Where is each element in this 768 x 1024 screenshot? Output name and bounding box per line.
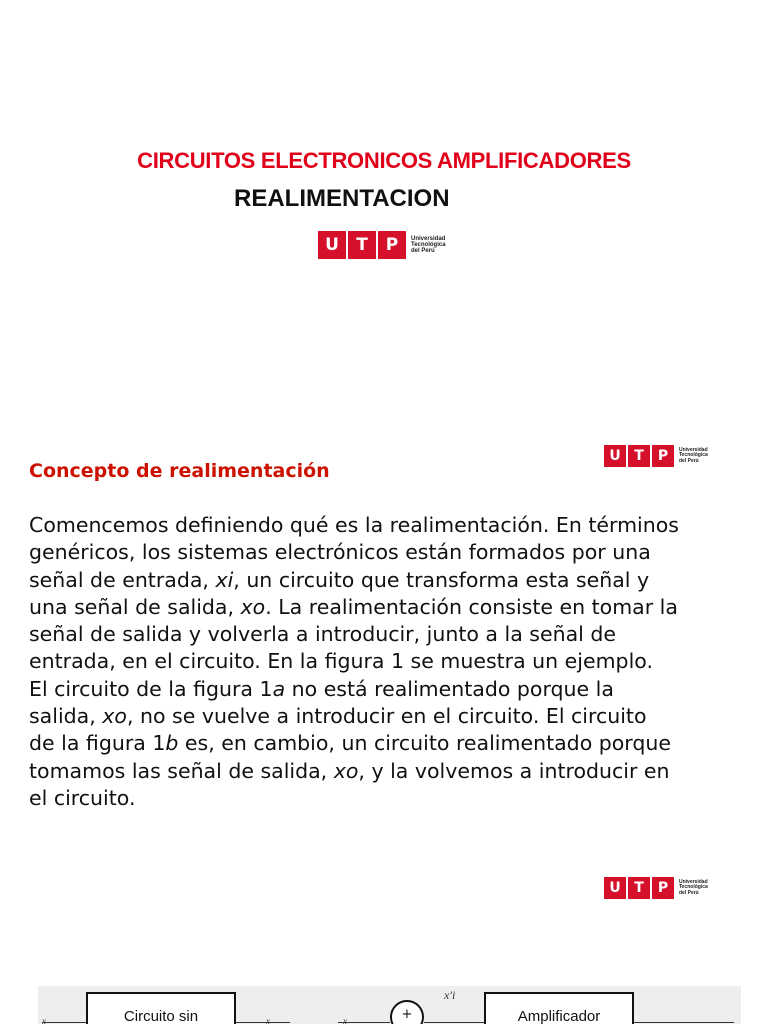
slide-title: CIRCUITOS ELECTRONICOS AMPLIFICADORES	[137, 148, 631, 173]
italic-variable: xi	[215, 567, 234, 592]
utp-logo-letter: P	[652, 877, 674, 899]
italic-variable: xo	[102, 704, 127, 729]
summing-node: +	[390, 1000, 424, 1024]
utp-logo-caption: Universidad Tecnológica del Perú	[679, 879, 708, 896]
signal-label-xi-prime: x′i	[444, 988, 456, 1002]
utp-logo-letter: T	[628, 877, 650, 899]
section-heading: Concepto de realimentación	[29, 460, 330, 482]
italic-variable: a	[272, 676, 286, 701]
paragraph-line: entrada, en el circuito. En la figura 1 se muestra un ejemplo.	[29, 649, 653, 674]
body-paragraph	[29, 512, 747, 812]
signal-label-x: x	[343, 1016, 347, 1024]
utp-logo-caption: Universidad Tecnológica del Perú	[411, 235, 446, 255]
amplifier-block: Amplificador	[484, 992, 634, 1024]
paragraph-line: señal de entrada, xi, un circuito que transforma esta señal y	[29, 567, 650, 592]
signal-label-x: x	[42, 1016, 46, 1024]
italic-variable: xo	[333, 758, 359, 783]
utp-logo-letter: U	[604, 445, 626, 467]
circuit-block-a: Circuito sin	[86, 992, 236, 1024]
paragraph-line: genéricos, los sistemas electrónicos están formados por una	[29, 540, 651, 565]
signal-line	[42, 1022, 86, 1023]
paragraph-line: salida, xo, no se vuelve a introducir en el circuito. El circuito	[29, 704, 647, 729]
paragraph-line: Comencemos definiendo qué es la realimentación. En términos	[29, 513, 679, 537]
utp-logo-header	[318, 231, 446, 259]
signal-line	[634, 1022, 734, 1023]
paragraph-line: El circuito de la figura 1a no está realimentado porque la	[29, 676, 614, 701]
italic-variable: xo	[240, 594, 266, 619]
paragraph-line: señal de salida y volverla a introducir, junto a la señal de	[29, 622, 616, 647]
signal-label-x: x	[266, 1016, 270, 1024]
signal-line	[236, 1022, 290, 1023]
signal-line	[424, 1022, 484, 1023]
paragraph-line: el circuito.	[29, 785, 136, 810]
utp-logo-figure	[604, 877, 708, 899]
slide-subtitle: REALIMENTACION	[234, 185, 450, 212]
utp-logo-letter: U	[604, 877, 626, 899]
italic-variable: b	[165, 731, 179, 756]
paragraph-line: una señal de salida, xo. La realimentación consiste en tomar la	[29, 594, 678, 619]
utp-logo-caption: Universidad Tecnológica del Perú	[679, 447, 708, 464]
utp-logo-section	[604, 445, 708, 467]
paragraph-line: de la figura 1b es, en cambio, un circuito realimentado porque	[29, 731, 671, 756]
utp-logo-letter: T	[348, 231, 376, 259]
utp-logo-letter: P	[378, 231, 406, 259]
utp-logo-letter: T	[628, 445, 650, 467]
utp-logo-letter: P	[652, 445, 674, 467]
feedback-figure	[38, 986, 741, 1024]
paragraph-line: tomamos las señal de salida, xo, y la volvemos a introducir en	[29, 758, 670, 783]
utp-logo-letter: U	[318, 231, 346, 259]
